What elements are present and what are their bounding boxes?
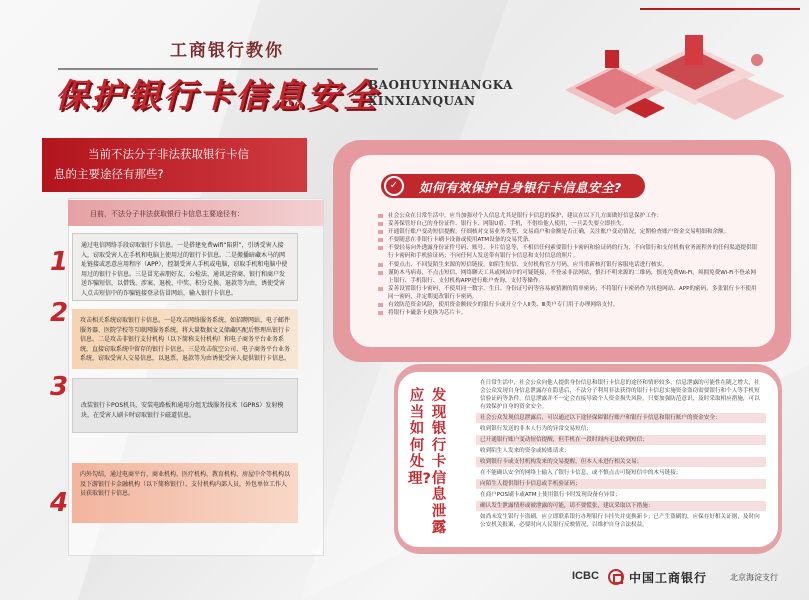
question-banner bbox=[42, 138, 307, 192]
leak-paragraph: 收到银行发送的非本人行为的异常交易短信； bbox=[480, 426, 592, 432]
item-number: 4 bbox=[50, 488, 69, 518]
leak-paragraph: 在商户POS刷卡或ATM上使用银行卡时发现设备有异常； bbox=[480, 492, 621, 498]
pinyin-line-2: XINXIANQUAN bbox=[368, 94, 476, 108]
tip-paragraph: 不要点击、不回复陌生来源的短信链接，如陌生短信、支付机构官方号码，应当重新核打银行客服电话进行核实。 bbox=[378, 261, 758, 269]
tip-paragraph: 谨防木马病毒，不点击短信、网络聊天工具或网站中的可疑链接，不登录非法网站，慎扫不明来源的二维码，慎连免费Wi-Fi，须拥免费Wi-Fi不登录网上银行、手机银行、支付机构APP进行账户查询、支付等操作。 bbox=[378, 269, 758, 285]
tip-paragraph: 妥善设置银行卡密码，不使用同一数字、生日、身份证号码等容易被猜测的简单密码；不将银行卡密码作为其他网站、APP的密码，多张银行卡不使用同一密码，并定期更改银行卡密码。 bbox=[378, 285, 758, 301]
question-line-2: 息的主要途径有那些? bbox=[54, 167, 164, 181]
list-item: 通过电信网络手段窃取银行卡信息。一是搭建免费wifi“陷阱”，引诱受害人接入，窃取受害人在手机和电脑上使用过的银行卡信息。二是搬播暗藏木马的网址链接或恶意应用程序（APP），控制受害人手机或电脑，窃取手机和电脑中使用过的银行卡信息。三是冒充亲朋好友、公检法、通讯运营商、银行和商户发送诈骗短信，以借钱、涉案、退税、中奖、积分兑换、退款等为由，诱使受害人点击短信中的诈骗链接登录仿冒网站，输入银行卡信息。 bbox=[72, 233, 298, 301]
leak-title-column-1: 发现银行卡信息泄露 bbox=[431, 388, 447, 536]
item-number: 1 bbox=[50, 247, 69, 277]
pinyin-line-1: BAOHUYINHANGKA bbox=[368, 78, 513, 92]
leak-paragraph: 在日常生活中，社会公众向他人提供身份信息和银行卡信息的途径和情形较多，信息泄露的可能性在随之增大，社会公众发现自身信息泄露存在隐患后，不法分子利用非法获得的银行卡信息实施资金盗窃需要银行和个人等手机短信验证码等条件，信息泄露并不一定会直接导致个人资金损失风险，只要加强防范意识，及时采取相应措施，可以有效保护自身的资金安全。 bbox=[480, 380, 760, 410]
tip-paragraph: 开通银行账户变动短信提醒，仔细核对交易业务类型、交易商户和金额是否正确，关注账户变动情况，定期检查账户资金交易明细和余额。 bbox=[378, 228, 758, 236]
icbc-wordmark: ICBC bbox=[572, 570, 599, 582]
leak-paragraph: 如尚未发生银行卡盗刷，应立即联系银行办理银行卡挂失并更换新卡；已产生盗刷的，应保存好相关证据，及时向公安机关报案，必要时向人民银行反映情况，以维护自身合法权益。 bbox=[480, 514, 760, 528]
bank-name: 中国工商银行 bbox=[629, 571, 708, 585]
left-panel-heading: 目前，不法分子非法获取银行卡信息主要途径有： bbox=[68, 200, 324, 226]
tip-paragraph: 不要轻易向外透露身份证件号码、账号、卡片信息等，不相信任何索要银行卡密码和验证码的行为，不向银行和支付机构业务流程外的任何渠道提供银行卡密码和手机验证码；不向任何人发送带有银行卡信息和支付信息的照片。 bbox=[378, 244, 758, 260]
shield-icon: ✓ bbox=[384, 176, 404, 196]
security-illustration bbox=[545, 30, 795, 140]
accent-line bbox=[640, 8, 800, 10]
leak-title-column-2: 应当如何处理? bbox=[408, 388, 431, 487]
leak-paragraph: 已开通银行账户变动短信提醒，但手机在一段时间内无法收到短信； bbox=[476, 435, 766, 445]
tip-paragraph: 有效防范资金风险，使用资金额较少的银行卡或开立个人Ⅱ类、Ⅲ类户专门用于办理网络支付。 bbox=[378, 301, 758, 309]
icbc-logo-icon bbox=[608, 569, 624, 585]
list-item: 攻击相关系统窃取银行卡信息。一是攻击网络服务系统，如招聘网站、电子邮件服务器、医院学校等互联网服务系统，将大量数据文义储藏匹配后整理出银行卡信息。二是攻击非银行支付机构（以下简称支付机构）和电子商务平台业务系统，直接窃取系统中留存的银行卡信息。三是攻击航空公司、电子商务平台业务系统，窃取受害人交易信息，以退票、退款等为由诱使受害人提供银行卡信息。 bbox=[72, 309, 298, 369]
item-number: 2 bbox=[50, 298, 69, 328]
leak-paragraph: 确认发生泄露情形或被泄露的可能，请不要慌张，建议采取以下措施： bbox=[476, 501, 766, 511]
leak-paragraph: 在不能确认安全的网络上输入了银行卡信息，或不慎点击可疑短信中的木马链接； bbox=[480, 470, 682, 476]
item-number: 3 bbox=[50, 372, 69, 402]
list-item: 内外勾结，通过电商平台、商业机构、医疗机构、教育机构、房屋中介等机构以及下游银行卡金融机构（以下简称银行）、支付机构内部人员，外包单位工作人员获取银行卡信息。 bbox=[72, 463, 298, 523]
list-item: 改装银行卡POS机具，安装电路板和通用分组无线服务技术（GPRS）发射模块，在受害人刷卡时窃取银行卡磁道信息。 bbox=[72, 378, 298, 433]
leak-paragraph: 向陌生人提供银行卡信息或手机验证码； bbox=[476, 479, 766, 489]
protection-tips bbox=[378, 212, 758, 317]
leak-paragraph: 收到银行卡或支付机构发来的交易提醒，但本人未进行相关交易； bbox=[476, 457, 766, 467]
leak-paragraph: 社会公众发现信息泄露后，可以通过以下途径保障银行账户和银行卡信息和银行账户的资金安全： bbox=[476, 413, 766, 423]
page-title: 保护银行卡信息安全 bbox=[55, 76, 379, 115]
tip-paragraph: 不要随意在非银行卡刷卡设备或使用ATM设备的交易凭条。 bbox=[378, 236, 758, 244]
leak-paragraph: 收到陌生人发来的资金或转账请求； bbox=[480, 448, 570, 454]
footer bbox=[572, 568, 802, 586]
header-subtitle: 工商银行教你 bbox=[170, 41, 284, 61]
isometric-devices-icon bbox=[565, 35, 785, 120]
question-line-1: 当前不法分子非法获取银行卡信 bbox=[88, 147, 249, 161]
tip-paragraph: 妥善保管好自己的身份证件、银行卡、网银U盾、手机，不借给他人使用，一旦丢失要立即挂失。 bbox=[378, 220, 758, 228]
tip-paragraph: 将银行卡磁条卡更换为芯片卡。 bbox=[378, 309, 758, 317]
tip-paragraph: 社会公众在日常生活中，应当加强对个人信息尤其是银行卡信息的保护，建议在以下几方面做好信息保护工作： bbox=[378, 212, 758, 220]
leak-steps bbox=[476, 378, 766, 531]
protection-card-title: 如何有效保护自身银行卡信息安全? bbox=[381, 174, 645, 198]
branch-name: 北京海淀支行 bbox=[730, 573, 778, 582]
